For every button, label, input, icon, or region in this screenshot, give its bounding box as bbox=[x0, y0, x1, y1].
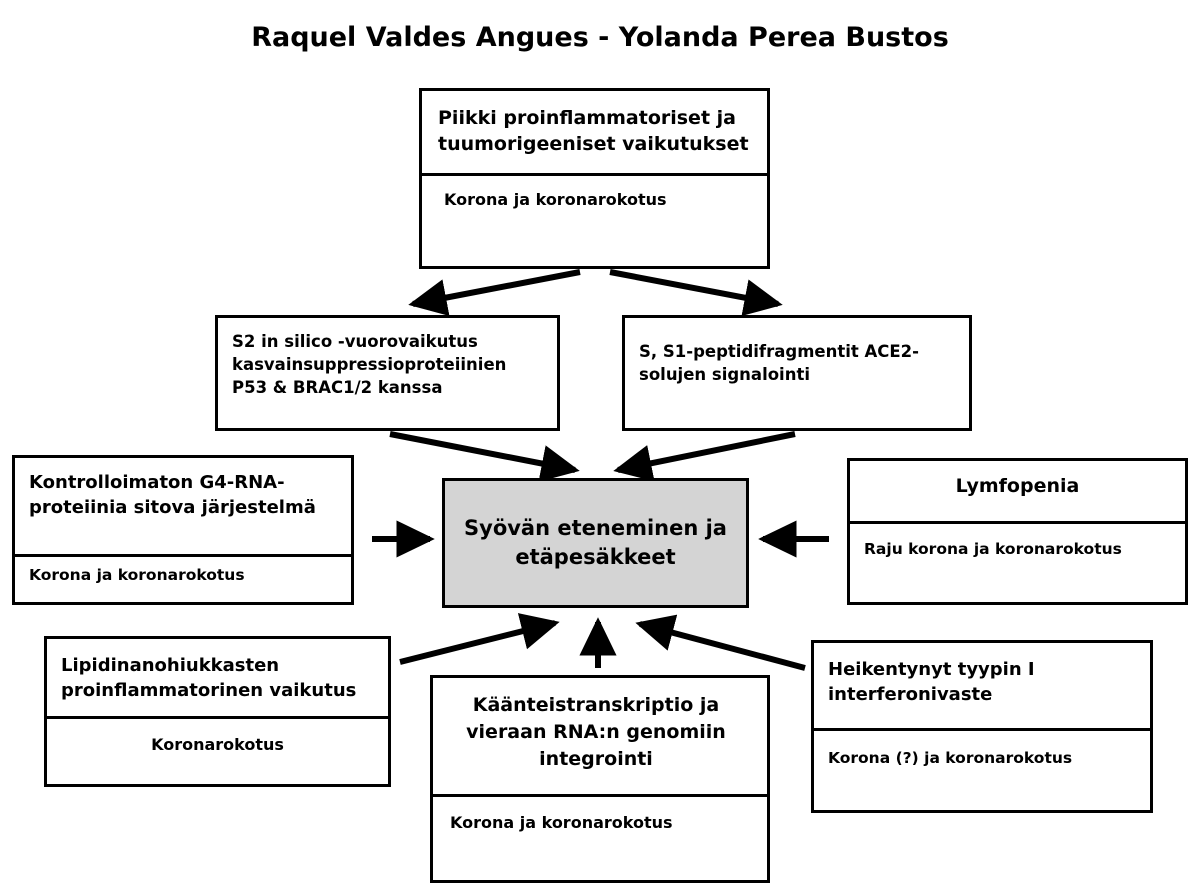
node-spike-effects-title: Piikki proinflammatoriset ja tuumorigeeniset vaikutukset bbox=[438, 107, 749, 155]
node-spike-effects-source: Korona ja koronarokotus bbox=[422, 173, 767, 266]
arrow-lipid-to-center bbox=[400, 623, 555, 662]
node-spike-effects bbox=[419, 88, 770, 269]
page-title: Raquel Valdes Angues - Yolanda Perea Bustos bbox=[251, 22, 949, 53]
node-lipid-nanoparticles-source: Koronarokotus bbox=[47, 716, 388, 787]
node-g4-rna bbox=[12, 455, 354, 605]
arrow-spike-to-s2 bbox=[413, 272, 580, 304]
node-s1-ace2 bbox=[622, 315, 972, 431]
node-cancer-progression bbox=[442, 478, 749, 608]
arrow-s1-to-center bbox=[618, 434, 795, 470]
node-lymphopenia-source: Raju korona ja koronarokotus bbox=[850, 521, 1185, 605]
arrow-spike-to-s1 bbox=[610, 272, 778, 304]
node-lipid-nanoparticles bbox=[44, 636, 391, 787]
node-s1-ace2-title: S, S1-peptidifragmentit ACE2-solujen signalointi bbox=[639, 342, 919, 384]
node-lymphopenia-title: Lymfopenia bbox=[955, 475, 1080, 497]
node-lipid-nanoparticles-title: Lipidinanohiukkasten proinflammatorinen vaikutus bbox=[61, 655, 357, 701]
node-interferon-response-source: Korona (?) ja koronarokotus bbox=[814, 728, 1150, 813]
arrow-interferon-to-center bbox=[640, 624, 805, 668]
node-reverse-transcription-source: Korona ja koronarokotus bbox=[433, 794, 767, 883]
node-interferon-response-title: Heikentynyt tyypin I interferonivaste bbox=[828, 659, 1035, 705]
node-cancer-progression-title: Syövän eteneminen ja etäpesäkkeet bbox=[464, 516, 727, 569]
node-reverse-transcription-title: Käänteistranskriptio ja vieraan RNA:n genomiin integrointi bbox=[466, 694, 726, 770]
node-interferon-response bbox=[811, 640, 1153, 813]
node-g4-rna-source: Korona ja koronarokotus bbox=[15, 554, 351, 605]
node-lymphopenia bbox=[847, 458, 1188, 605]
node-s2-insilico bbox=[215, 315, 560, 431]
arrow-s2-to-center bbox=[390, 434, 575, 470]
node-g4-rna-title: Kontrolloimaton G4-RNA-proteiinia sitova järjestelmä bbox=[29, 472, 316, 518]
node-s2-insilico-title: S2 in silico -vuorovaikutus kasvainsuppressioproteiinien P53 & BRAC1/2 kanssa bbox=[232, 332, 507, 397]
node-reverse-transcription bbox=[430, 675, 770, 883]
